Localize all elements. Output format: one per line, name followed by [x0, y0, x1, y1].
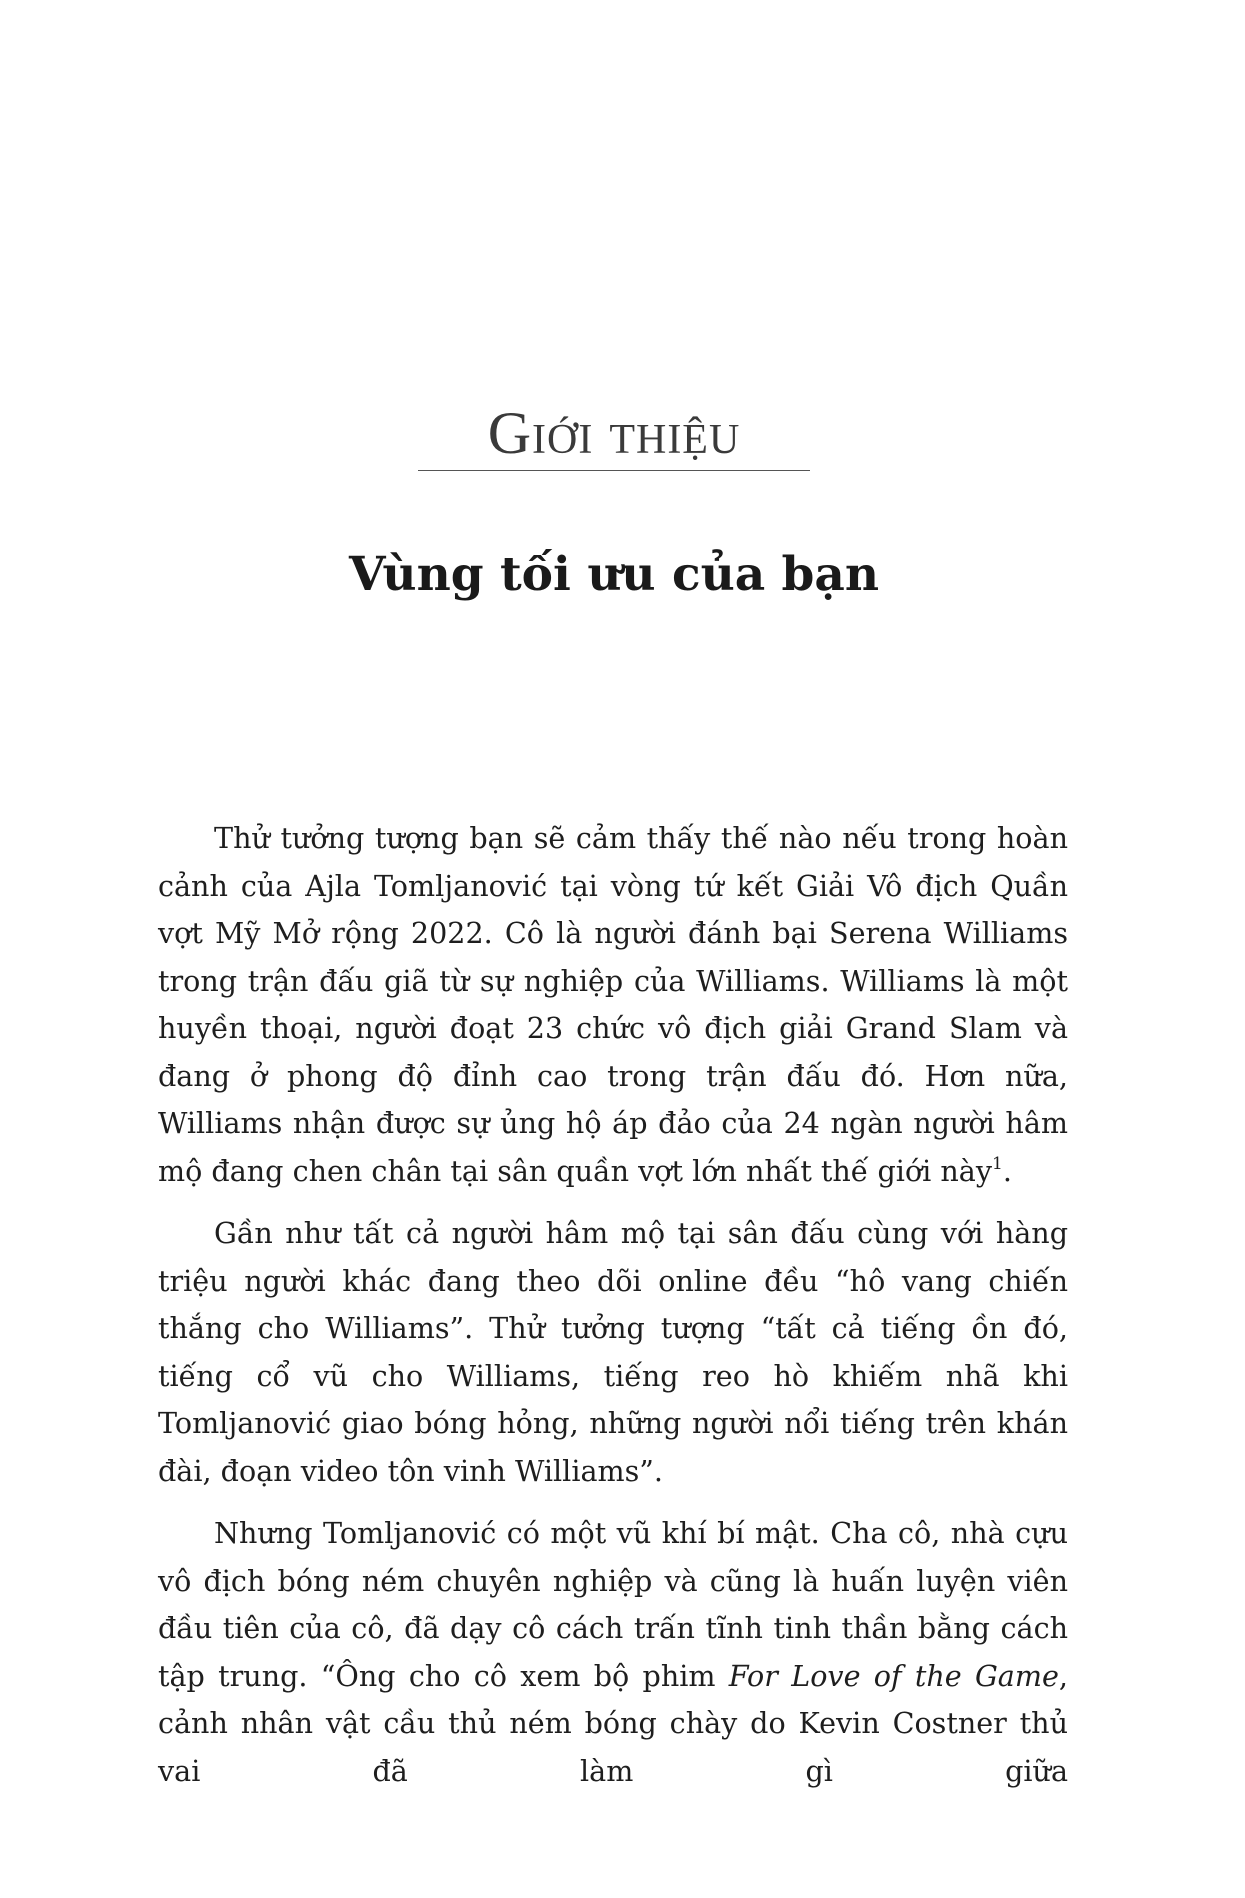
body-text [158, 815, 1068, 1795]
paragraph-1-end: . [1002, 1153, 1012, 1188]
chapter-divider [418, 470, 810, 471]
paragraph-2: Gần như tất cả người hâm mộ tại sân đấu cùng với hàng triệu người khác đang theo dõi online đều “hô vang chiến thắng cho Williams”. Thử tưởng tượng “tất cả tiếng ồn đó, tiếng cổ vũ cho Williams, tiếng reo hò khiếm nhã khi Tomljanović giao bóng hỏng, những người nổi tiếng trên khán đài, đoạn video tôn vinh Williams”. [158, 1216, 1068, 1488]
chapter-label-text: Giới thiệu [487, 400, 741, 466]
paragraph-1 [158, 815, 1068, 1195]
film-title: For Love of the Game [728, 1658, 1059, 1693]
footnote-marker: 1 [992, 1153, 1003, 1174]
paragraph-3-text-before: Nhưng Tomljanović có một vũ khí bí mật. Cha cô, nhà cựu vô địch bóng ném chuyên nghiệp và cũng là huấn luyện viên đầu tiên của cô, đã dạy cô cách trấn tĩnh tinh thần bằng cách tập trung. “Ông cho cô xem bộ phim [158, 1516, 1068, 1693]
paragraph-3-text-after: , cảnh nhân vật cầu thủ ném bóng chày do Kevin Costner thủ vai đã làm gì giữa [158, 1658, 1068, 1788]
paragraph-1-text: Thử tưởng tượng bạn sẽ cảm thấy thế nào nếu trong hoàn cảnh của Ajla Tomljanović tại vòng tứ kết Giải Vô địch Quần vợt Mỹ Mở rộng 2022. Cô là người đánh bại Serena Williams trong trận đấu giã từ sự nghiệp của Williams. Williams là một huyền thoại, người đoạt 23 chức vô địch giải Grand Slam và đang ở phong độ đỉnh cao trong trận đấu đó. Hơn nữa, Williams nhận được sự ủng hộ áp đảo của 24 ngàn người hâm mộ đang chen chân tại sân quần vợt lớn nhất thế giới này [158, 821, 1068, 1188]
paragraph-3 [158, 1510, 1068, 1795]
chapter-label [418, 398, 810, 468]
chapter-title: Vùng tối ưu của bạn [348, 547, 880, 602]
